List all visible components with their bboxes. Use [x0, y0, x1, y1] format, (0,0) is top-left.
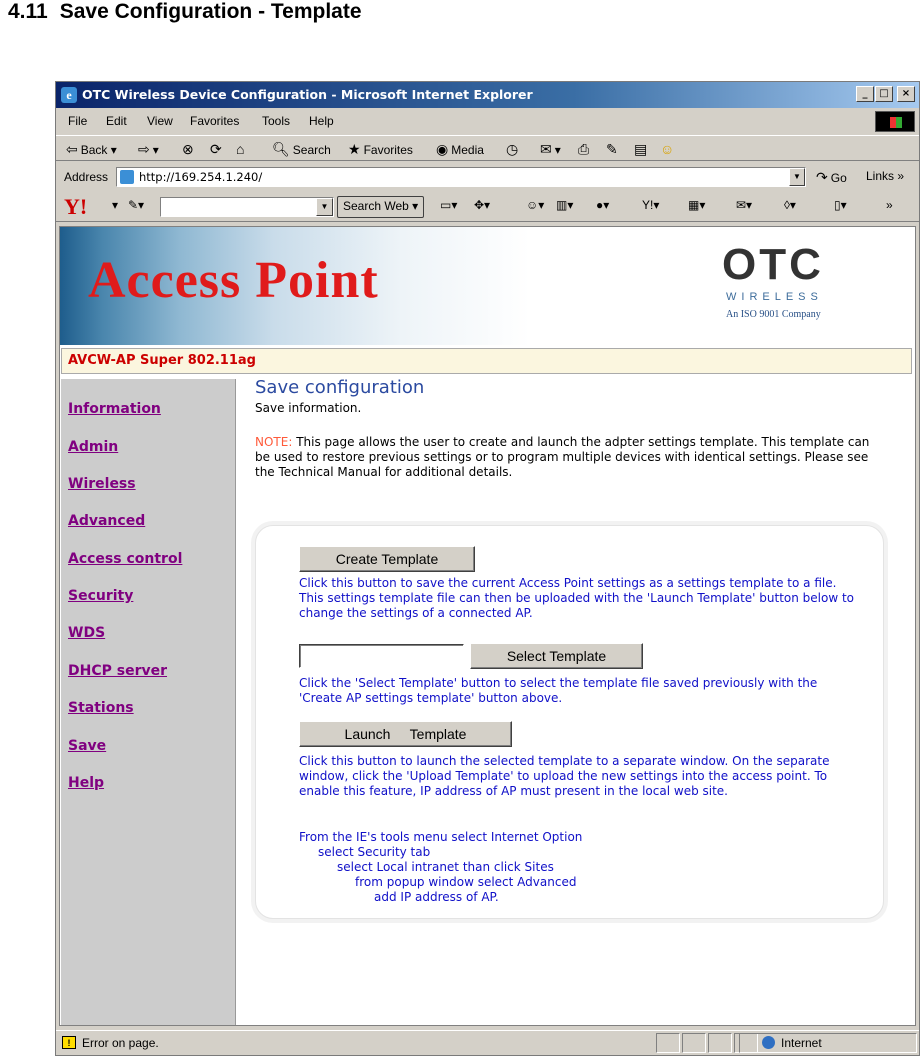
menu-favorites[interactable]: Favorites — [190, 114, 240, 128]
favorites-button[interactable]: ★ Favorites — [348, 141, 413, 157]
note-label: NOTE: — [255, 435, 293, 449]
forward-button[interactable]: ⇨ ▾ — [138, 141, 159, 157]
note-body: This page allows the user to create and launch the adpter settings template. This template can be used to restore previous settings or to program multiple devices with identical settings. Please see the Technical Manual for additional details. — [255, 435, 870, 479]
page-icon — [120, 170, 134, 184]
menu-edit[interactable]: Edit — [106, 114, 127, 128]
sidebar-item-help[interactable]: Help — [68, 775, 105, 791]
create-template-description: Click this button to save the current Access Point settings as a settings template to a file. This settings template file can then be uploaded with the 'Launch Template' button below to change the settings of a connected AP. — [299, 576, 855, 620]
yahoo-search-dropdown-icon[interactable]: ▼ — [316, 198, 333, 216]
status-cell — [682, 1033, 706, 1053]
star-icon: ★ — [348, 141, 361, 157]
otc-logo-mark: OTC — [722, 240, 824, 289]
close-button[interactable]: × — [897, 86, 915, 102]
finance-icon[interactable]: ▥▾ — [556, 198, 574, 212]
window-title: OTC Wireless Device Configuration - Microsoft Internet Explorer — [82, 87, 533, 102]
sidebar-item-advanced[interactable]: Advanced — [68, 513, 146, 529]
address-bar — [56, 164, 919, 190]
banner-title: Access Point — [88, 252, 379, 309]
ie-steps-line-3: select Local intranet than click Sites — [337, 860, 554, 874]
mail-envelope-icon[interactable]: ✉▾ — [736, 198, 753, 212]
menu-view[interactable]: View — [147, 114, 173, 128]
status-bar — [56, 1030, 919, 1054]
news-icon[interactable]: ▦▾ — [688, 198, 706, 212]
model-name: AVCW-AP Super 802.11ag — [68, 353, 256, 368]
ie-steps-line-4: from popup window select Advanced — [355, 875, 577, 889]
otc-logo-tagline: An ISO 9001 Company — [726, 309, 821, 320]
address-label: Address — [64, 170, 109, 184]
warning-icon[interactable]: ! — [62, 1036, 76, 1049]
refresh-icon[interactable]: ⟳ — [210, 141, 222, 157]
minimize-button[interactable]: _ — [856, 86, 874, 102]
template-file-input[interactable] — [299, 644, 464, 668]
media-button[interactable]: ◉ Media — [436, 141, 484, 157]
windows-logo-icon — [875, 111, 915, 132]
globe-icon — [762, 1036, 775, 1049]
otc-logo — [722, 240, 852, 333]
launch-template-button[interactable]: Launch Template — [299, 721, 512, 747]
highlight-icon[interactable]: ▭▾ — [440, 198, 458, 212]
browser-window — [55, 81, 920, 1056]
header-banner — [60, 227, 915, 345]
home-icon[interactable]: ⌂ — [236, 141, 245, 157]
menu-file[interactable]: File — [68, 114, 88, 128]
yahoo-toolbar — [56, 192, 919, 222]
sidebar-item-wireless[interactable]: Wireless — [68, 476, 136, 492]
sidebar-item-access-control[interactable]: Access control — [68, 551, 183, 567]
stop-icon[interactable]: ⊗ — [182, 141, 194, 157]
yahoo-search-input[interactable] — [160, 197, 334, 217]
template-panel — [255, 525, 884, 919]
messenger-icon[interactable]: ☺ — [660, 141, 675, 157]
address-dropdown-icon[interactable]: ▼ — [789, 168, 805, 186]
my-yahoo-icon[interactable]: ●▾ — [596, 198, 610, 212]
sidebar-item-stations[interactable]: Stations — [68, 700, 134, 716]
discuss-icon[interactable]: ▤ — [634, 141, 648, 157]
address-input[interactable] — [116, 167, 806, 187]
search-web-button[interactable]: Search Web ▾ — [337, 196, 424, 218]
sidebar-item-save[interactable]: Save — [68, 738, 107, 754]
note-text — [255, 435, 875, 480]
links-button[interactable]: Links » — [866, 169, 905, 183]
select-template-description: Click the 'Select Template' button to select the template file saved previously with the 'Create AP settings template' button above. — [299, 676, 818, 705]
sidebar-nav — [61, 379, 236, 1026]
go-button[interactable]: ↷ Go — [816, 169, 847, 185]
ie-icon: e — [61, 87, 77, 103]
ie-steps-line-1: From the IE's tools menu select Internet Option — [299, 830, 583, 844]
go-arrow-icon: ↷ — [816, 169, 828, 185]
document-section-heading — [8, 0, 362, 24]
target-icon[interactable]: ✥▾ — [474, 198, 491, 212]
select-template-button[interactable]: Select Template — [470, 643, 643, 669]
otc-logo-sub: WIRELESS — [726, 291, 823, 303]
smiley-icon[interactable]: ☺▾ — [526, 198, 545, 212]
status-cell — [708, 1033, 732, 1053]
media-icon: ◉ — [436, 141, 449, 157]
create-template-button[interactable]: Create Template — [299, 546, 475, 572]
menu-help[interactable]: Help — [309, 114, 334, 128]
ie-steps-line-2: select Security tab — [318, 845, 431, 859]
standard-toolbar — [56, 135, 919, 161]
forward-arrow-icon: ⇨ — [138, 141, 150, 157]
address-url: http://169.254.1.240/ — [139, 170, 263, 184]
status-text: Error on page. — [82, 1036, 159, 1050]
search-button[interactable]: 🔍︎ Search — [272, 141, 331, 157]
window-titlebar — [56, 82, 919, 108]
mail-icon[interactable]: ✉ ▾ — [540, 141, 561, 157]
sidebar-item-information[interactable]: Information — [68, 401, 161, 417]
back-arrow-icon: ⇦ — [66, 141, 78, 157]
section-title: Save Configuration - Template — [59, 0, 362, 23]
ie-steps-line-5: add IP address of AP. — [374, 890, 499, 904]
sidebar-item-wds[interactable]: WDS — [68, 625, 106, 641]
clip-icon[interactable]: ▯▾ — [834, 198, 847, 212]
yahoo-small-icon[interactable]: Y!▾ — [642, 198, 660, 212]
maximize-button[interactable]: □ — [875, 86, 893, 102]
page-subtitle: Save information. — [255, 401, 362, 415]
launch-template-description: Click this button to launch the selected template to a separate window. On the separate window, click the 'Upload Template' to upload the new settings into the access point. To enable this feature, IP address of AP must present in the local web site. — [299, 754, 830, 798]
back-button[interactable]: ⇦ Back ▾ — [66, 141, 117, 157]
edit-icon[interactable]: ✎ — [606, 141, 618, 157]
history-icon[interactable]: ◷ — [506, 141, 519, 157]
page-title: Save configuration — [255, 377, 425, 398]
page-content — [59, 226, 916, 1026]
menu-bar — [56, 109, 919, 133]
yahoo-menu-dropdown[interactable]: ▾ — [112, 198, 119, 212]
security-zone: Internet — [762, 1036, 822, 1050]
pencil-icon[interactable]: ✎▾ — [128, 198, 145, 212]
search-icon: 🔍︎ — [272, 141, 290, 157]
sidebar-item-dhcp-server[interactable]: DHCP server — [68, 663, 168, 679]
sidebar-item-admin[interactable]: Admin — [68, 439, 119, 455]
bookmark-icon[interactable]: ◊▾ — [784, 198, 796, 212]
yahoo-logo[interactable]: Y! — [64, 194, 88, 219]
section-number: 4.11 — [8, 0, 48, 23]
more-chevron-icon[interactable]: » — [886, 198, 893, 212]
menu-tools[interactable]: Tools — [262, 114, 291, 128]
print-icon[interactable]: ⎙ — [578, 141, 590, 157]
model-bar — [61, 348, 912, 374]
status-cell — [656, 1033, 680, 1053]
sidebar-item-security[interactable]: Security — [68, 588, 134, 604]
